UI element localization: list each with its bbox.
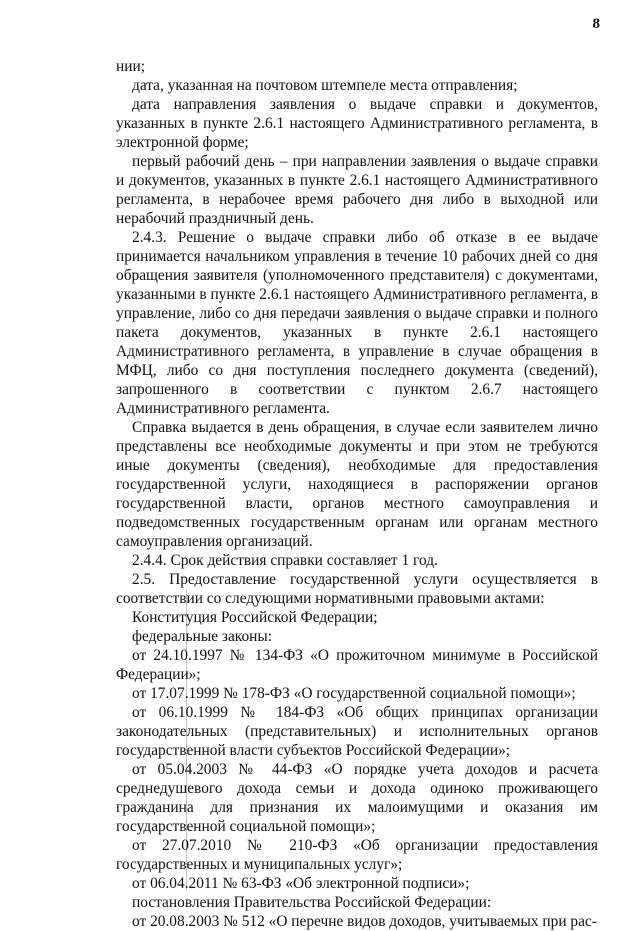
paragraph: 2.5. Предоставление государственной услуги осуществляется в соответствии со следующими нормативными правовыми актами: bbox=[116, 571, 598, 607]
paragraph: Конституция Российской Федерации; bbox=[132, 609, 378, 626]
paragraph-continuation: нии; bbox=[116, 58, 145, 75]
paragraph: дата направления заявления о выдаче справки и документов, указанных в пункте 2.6.1 настоящего Административного регламента, в электронной форме; bbox=[116, 96, 598, 151]
paragraph: 2.4.4. Срок действия справки составляет 1 год. bbox=[132, 552, 438, 569]
paragraph: дата, указанная на почтовом штемпеле места отправления; bbox=[132, 77, 518, 94]
paragraph: от 24.10.1997 № 134-ФЗ «О прожиточном минимуме в Российской Федерации»; bbox=[116, 647, 598, 683]
paragraph: 2.4.3. Решение о выдаче справки либо об отказе в ее выдаче принимается начальником управления в течение 10 рабочих дней со дня обращения заявителя (уполномоченного представителя) с документами, указанными в пункте 2.6.1 настоящего Административного регламента, в управление, либо со дня передачи заявления о выдаче справки и полного пакета документов, указанных в пункте 2.6.1 настоящего Административного регламента, в управление в случае обращения в МФЦ, либо со дня поступления последнего документа (сведений), запрошенного в соответствии с пунктом 2.6.7 настоящего Административного регламента. bbox=[116, 229, 598, 417]
document-body bbox=[116, 57, 598, 931]
paragraph: от 05.04.2003 № 44-ФЗ «О порядке учета доходов и расчета среднедушевого дохода семьи и дохода одиноко проживающего гражданина для признания их малоимущими и оказания им государственной социальной помощи»; bbox=[116, 761, 598, 835]
paragraph: федеральные законы: bbox=[132, 628, 273, 645]
paragraph: Справка выдается в день обращения, в случае если заявителем лично представлены все необходимые документы и при этом не требуются иные документы (сведения), необходимые для предоставления государственной услуги, находящиеся в распоряжении органов государственной власти, органов местного самоуправления и подведомственных государственным органам или органам местного самоуправления организаций. bbox=[116, 419, 598, 550]
paragraph: от 20.08.2003 № 512 «О перечне видов доходов, учитываемых при рас- bbox=[132, 913, 597, 930]
paragraph: от 06.04.2011 № 63-ФЗ «Об электронной подписи»; bbox=[132, 875, 470, 892]
paragraph: первый рабочий день – при направлении заявления о выдаче справки и документов, указанных в пункте 2.6.1 настоящего Административного регламента, в нерабочее время рабочего дня либо в выходной или нерабочий праздничный день. bbox=[116, 153, 598, 227]
page-number: 8 bbox=[592, 16, 600, 32]
paragraph: от 17.07.1999 № 178-ФЗ «О государственной социальной помощи»; bbox=[132, 685, 576, 702]
paragraph: от 27.07.2010 № 210-ФЗ «Об организации предоставления государственных и муниципальных услуг»; bbox=[116, 837, 598, 873]
paragraph: от 06.10.1999 № 184-ФЗ «Об общих принципах организации законодательных (представительных) и исполнительных органов государственной власти субъектов Российской Федерации»; bbox=[116, 704, 598, 759]
paragraph: постановления Правительства Российской Федерации: bbox=[132, 894, 492, 911]
